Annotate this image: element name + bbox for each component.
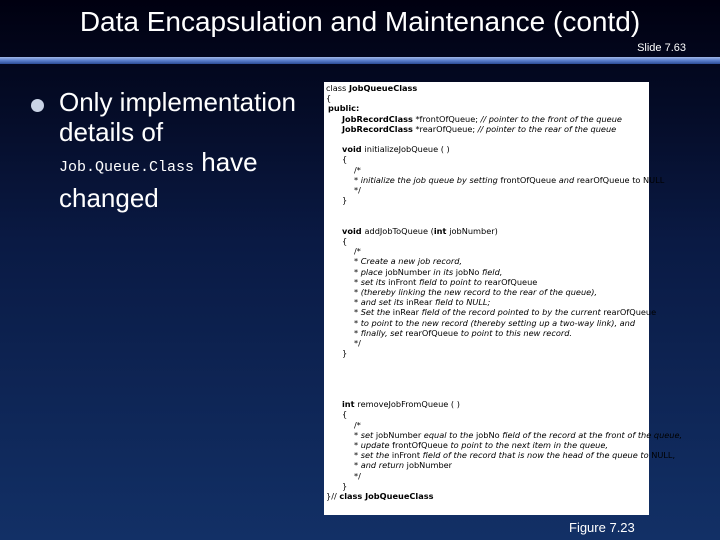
code-line (354, 277, 537, 287)
code-token: in its (430, 266, 456, 277)
code-line (354, 318, 635, 328)
code-token: * update (354, 440, 393, 450)
code-token: inFront (391, 450, 421, 461)
code-line (354, 430, 682, 440)
code-token: field of the record at the front of the queue, (499, 429, 683, 440)
code-token: * finally, set (354, 327, 406, 338)
code-listing (324, 82, 683, 515)
code-token: field of the record that is now the head of the queue to (420, 450, 652, 461)
code-token: class (326, 83, 349, 93)
code-token: jobNumber (385, 266, 431, 277)
code-line (342, 481, 347, 491)
code-line (342, 195, 347, 205)
code-line (326, 491, 433, 501)
code-token: /* (354, 246, 361, 257)
code-line (354, 267, 502, 277)
code-token: jobNumber (375, 429, 422, 440)
bullet-dot-icon (31, 99, 44, 112)
code-line (354, 338, 361, 348)
code-token: { (342, 154, 348, 165)
code-token: void (342, 144, 365, 155)
code-line (354, 471, 361, 481)
code-token: { (342, 236, 348, 246)
code-token: /* (354, 419, 361, 430)
code-line (342, 399, 460, 409)
bullet-text-part1: Only implementation details of (59, 87, 296, 147)
code-token: void (342, 225, 365, 236)
code-token: field of the record pointed to by the current (419, 307, 604, 318)
code-token: rearOfQueue (576, 174, 630, 185)
code-token: // pointer to the front of the queue (478, 113, 622, 124)
code-line (342, 144, 450, 154)
code-token: frontOfQueue (392, 440, 448, 450)
code-token: inRear (406, 297, 433, 308)
code-token: * (thereby linking the new record to the rear of the queue), (354, 287, 597, 297)
code-line (328, 103, 359, 113)
code-token: */ (354, 338, 361, 348)
code-line (354, 450, 675, 460)
code-token: } (342, 348, 348, 359)
code-line (354, 460, 452, 470)
code-token: inFront (388, 276, 417, 287)
code-token: * set (354, 429, 376, 440)
code-line (342, 124, 616, 134)
code-token: int (342, 399, 358, 410)
code-token: field to NULL; (432, 297, 491, 308)
code-token: initializeJobQueue ( ) (364, 144, 450, 155)
code-line (354, 185, 361, 195)
code-token: * set the (354, 450, 392, 461)
code-token: * place (354, 266, 386, 277)
code-token: to NULL (629, 174, 665, 185)
code-token: and (556, 174, 577, 185)
code-line (326, 83, 417, 93)
code-token: *rearOfQueue; (412, 123, 476, 134)
code-token: */ (354, 470, 361, 481)
code-token: * Create a new job record, (354, 256, 462, 267)
code-token: public: (328, 103, 360, 114)
code-token: }// (326, 491, 340, 501)
slide-number: Slide 7.63 (637, 42, 686, 54)
code-token: equal to the (421, 429, 476, 440)
bullet-text-part2: have changed (59, 147, 258, 213)
code-token: JobQueueClass (348, 83, 418, 93)
code-token: inRear (392, 307, 420, 318)
code-token: field, (479, 266, 503, 277)
code-token: jobNo (455, 266, 480, 277)
code-line (342, 409, 347, 419)
code-token: { (326, 93, 332, 104)
code-line (354, 328, 572, 338)
code-token: JobRecordClass (342, 113, 413, 124)
code-token: { (342, 409, 348, 420)
code-line (354, 440, 608, 450)
code-token: to point to this new record. (458, 327, 573, 338)
code-token: * and set its (354, 297, 407, 308)
code-token: rearOfQueue (603, 307, 657, 318)
code-token: addJobToQueue ( (364, 225, 434, 236)
code-token: * initialize the job queue by setting (354, 174, 501, 185)
code-line (342, 114, 622, 124)
code-token: */ (354, 185, 361, 195)
code-line (354, 256, 462, 266)
code-token: rearOfQueue (484, 276, 538, 287)
code-token: field to point to (416, 276, 485, 287)
slide-title: Data Encapsulation and Maintenance (contd) (79, 6, 641, 37)
code-token: frontOfQueue (500, 174, 557, 185)
code-token: class JobQueueClass (339, 491, 434, 501)
code-token: * Set the (354, 307, 393, 318)
code-token: JobRecordClass (342, 123, 413, 134)
code-token: rearOfQueue (405, 327, 459, 338)
code-line (354, 307, 656, 317)
code-token: to point to the next item in the queue, (447, 440, 608, 450)
code-token: *frontOfQueue; (412, 113, 479, 124)
code-line (354, 175, 664, 185)
code-token: removeJobFromQueue ( ) (357, 399, 460, 410)
title-divider (0, 57, 720, 64)
code-line (354, 165, 361, 175)
code-token: NULL, (651, 450, 676, 461)
bullet-text (59, 87, 309, 213)
code-token: int (433, 225, 450, 236)
code-line (354, 287, 597, 297)
code-line (354, 420, 361, 430)
code-line (342, 236, 347, 246)
code-token: } (342, 480, 348, 491)
figure-caption: Figure 7.23 (569, 520, 635, 535)
code-line (354, 246, 361, 256)
code-token: jobNumber) (449, 225, 498, 236)
code-line (326, 93, 331, 103)
code-token: jobNumber (406, 460, 453, 471)
bullet-code-term: Job.Queue.Class (59, 159, 195, 176)
code-token: * to point to the new record (thereby setting up a two-way link), and (354, 317, 636, 328)
code-line (342, 348, 347, 358)
code-token: * and return (354, 460, 407, 471)
code-line (342, 226, 498, 236)
code-token: } (342, 195, 348, 206)
code-line (342, 154, 347, 164)
code-token: /* (354, 164, 361, 175)
code-token: jobNo (475, 429, 500, 440)
code-token: // pointer to the rear of the queue (475, 123, 617, 134)
code-line (354, 297, 490, 307)
code-token: * set its (354, 276, 389, 287)
